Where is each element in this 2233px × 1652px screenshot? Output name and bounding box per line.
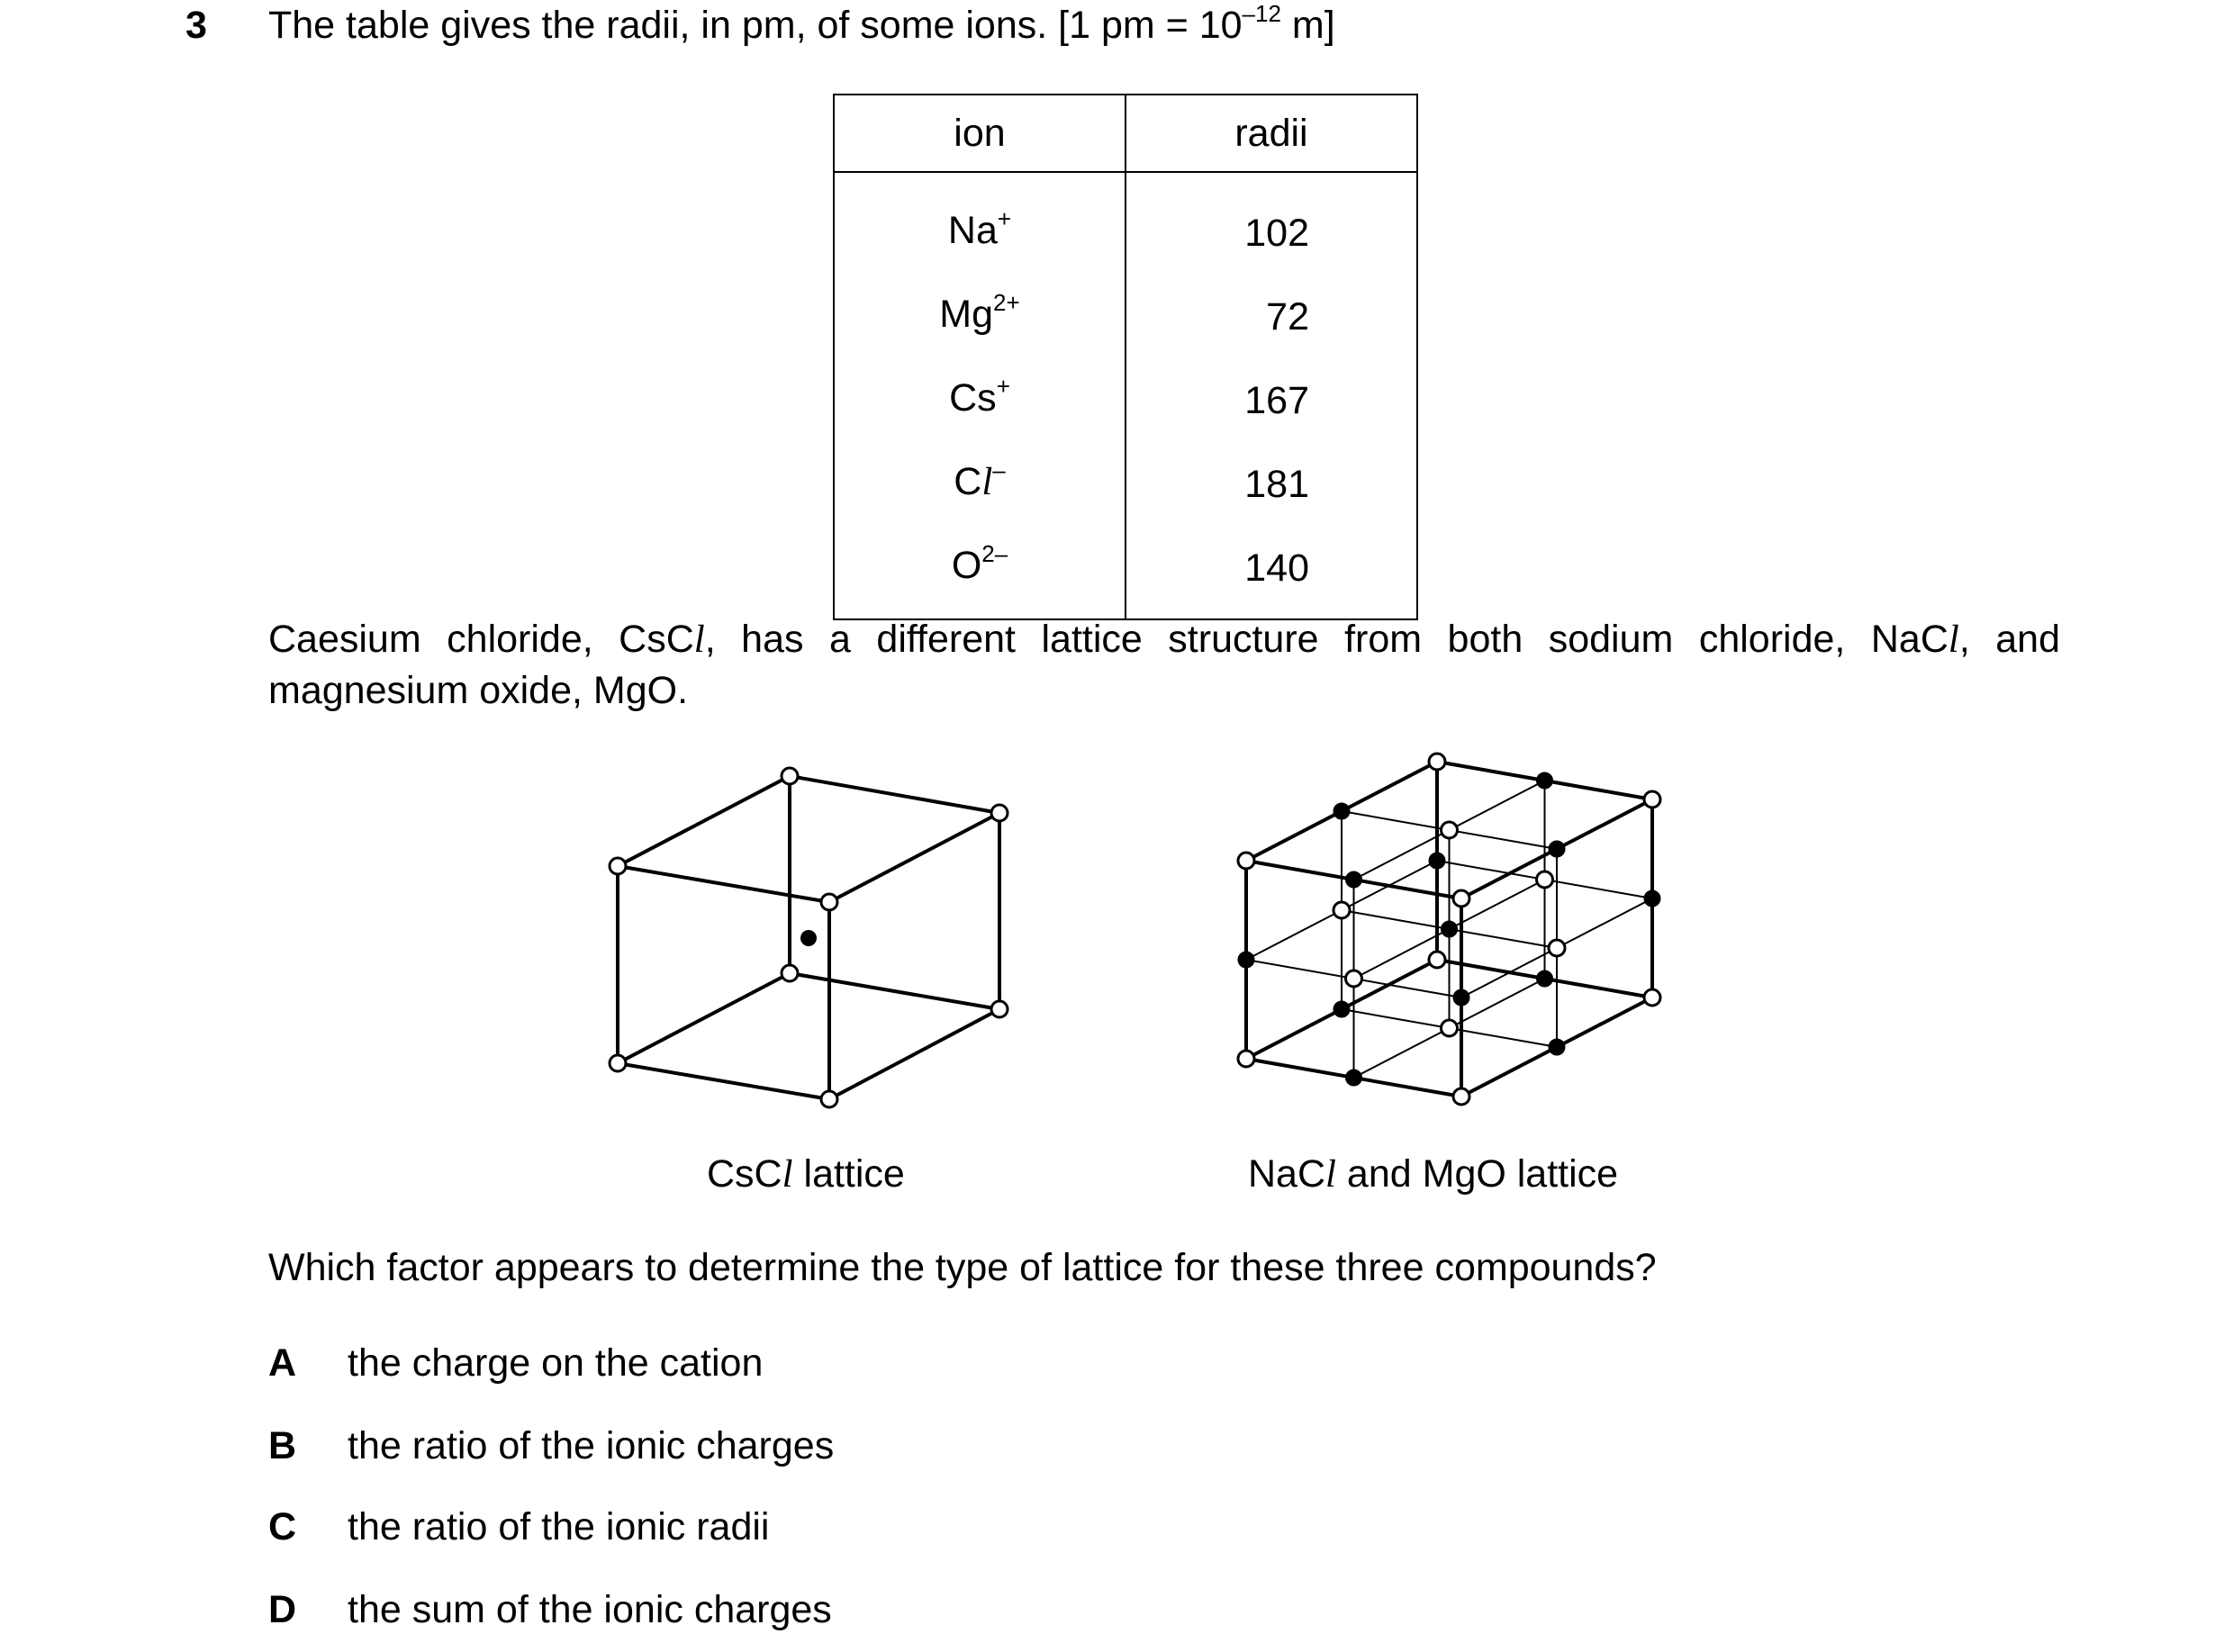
white-ion xyxy=(1644,791,1660,808)
white-ion xyxy=(1644,989,1660,1006)
black-ion xyxy=(1550,1040,1564,1054)
white-ion xyxy=(1429,754,1445,770)
white-ion xyxy=(1346,970,1362,987)
option-d-letter: D xyxy=(268,1588,297,1631)
radius-cell: 140 xyxy=(1126,526,1417,619)
nacl-caption: NaCl and MgO lattice xyxy=(1248,1152,1619,1196)
white-ion xyxy=(1442,1020,1458,1036)
ion-cell: Cs+ xyxy=(834,358,1126,442)
option-b-text: the ratio of the ionic charges xyxy=(348,1424,835,1467)
radius-cell: 72 xyxy=(1126,275,1417,358)
stem-text: The table gives the radii, in pm, of some ions. [1 pm = 10 xyxy=(268,4,1243,47)
white-ion xyxy=(1333,902,1350,918)
black-ion xyxy=(1538,773,1552,788)
black-ion xyxy=(1442,922,1457,936)
cscl-caption: CsCl lattice xyxy=(707,1152,905,1196)
ion-cell: Cl– xyxy=(834,442,1126,526)
ion-cell: Na+ xyxy=(834,172,1126,275)
white-ion xyxy=(1537,871,1553,888)
black-ion xyxy=(1334,1002,1349,1016)
question-prompt: Which factor appears to determine the type of lattice for these three compounds? xyxy=(268,1246,1657,1289)
question-number: 3 xyxy=(185,4,207,47)
option-b-letter: B xyxy=(268,1424,297,1467)
white-ion xyxy=(1429,952,1445,968)
radius-cell: 181 xyxy=(1126,442,1417,526)
black-ion xyxy=(1645,891,1659,906)
black-ion xyxy=(1347,1070,1361,1085)
black-ion xyxy=(1430,853,1444,868)
option-a-letter: A xyxy=(268,1341,297,1385)
black-ion xyxy=(1347,872,1361,887)
black-ion xyxy=(1550,842,1564,856)
radius-cell: 167 xyxy=(1126,358,1417,442)
option-c-text: the ratio of the ionic radii xyxy=(348,1505,770,1548)
white-ion xyxy=(1442,822,1458,838)
stem-end: m] xyxy=(1280,4,1335,47)
ion-cell: $Mg^{2+}$ xyxy=(834,275,1126,358)
option-c-letter: C xyxy=(268,1505,297,1548)
header-radii: radii xyxy=(1126,95,1417,172)
white-ion xyxy=(1238,1051,1254,1067)
radius-cell: 102 xyxy=(1126,172,1417,275)
option-a-text: the charge on the cation xyxy=(348,1341,764,1385)
option-d-text: the sum of the ionic charges xyxy=(348,1588,832,1631)
black-ion xyxy=(1334,804,1349,818)
black-ion xyxy=(1454,990,1469,1005)
white-ion xyxy=(1453,1088,1469,1105)
white-ion xyxy=(1238,853,1254,869)
ion-cell: $O^{2-}$ xyxy=(834,526,1126,619)
black-ion xyxy=(1239,952,1253,967)
white-ion xyxy=(1453,890,1469,907)
black-ion xyxy=(1538,971,1552,986)
stem-exponent: –12 xyxy=(1242,0,1281,27)
white-ion xyxy=(1549,940,1565,956)
lattice-paragraph: Caesium chloride, CsCl, has a different lattice structure from both sodium chloride, NaCl, and magnesium oxide, MgO. xyxy=(268,618,2061,712)
header-ion: ion xyxy=(834,95,1126,172)
